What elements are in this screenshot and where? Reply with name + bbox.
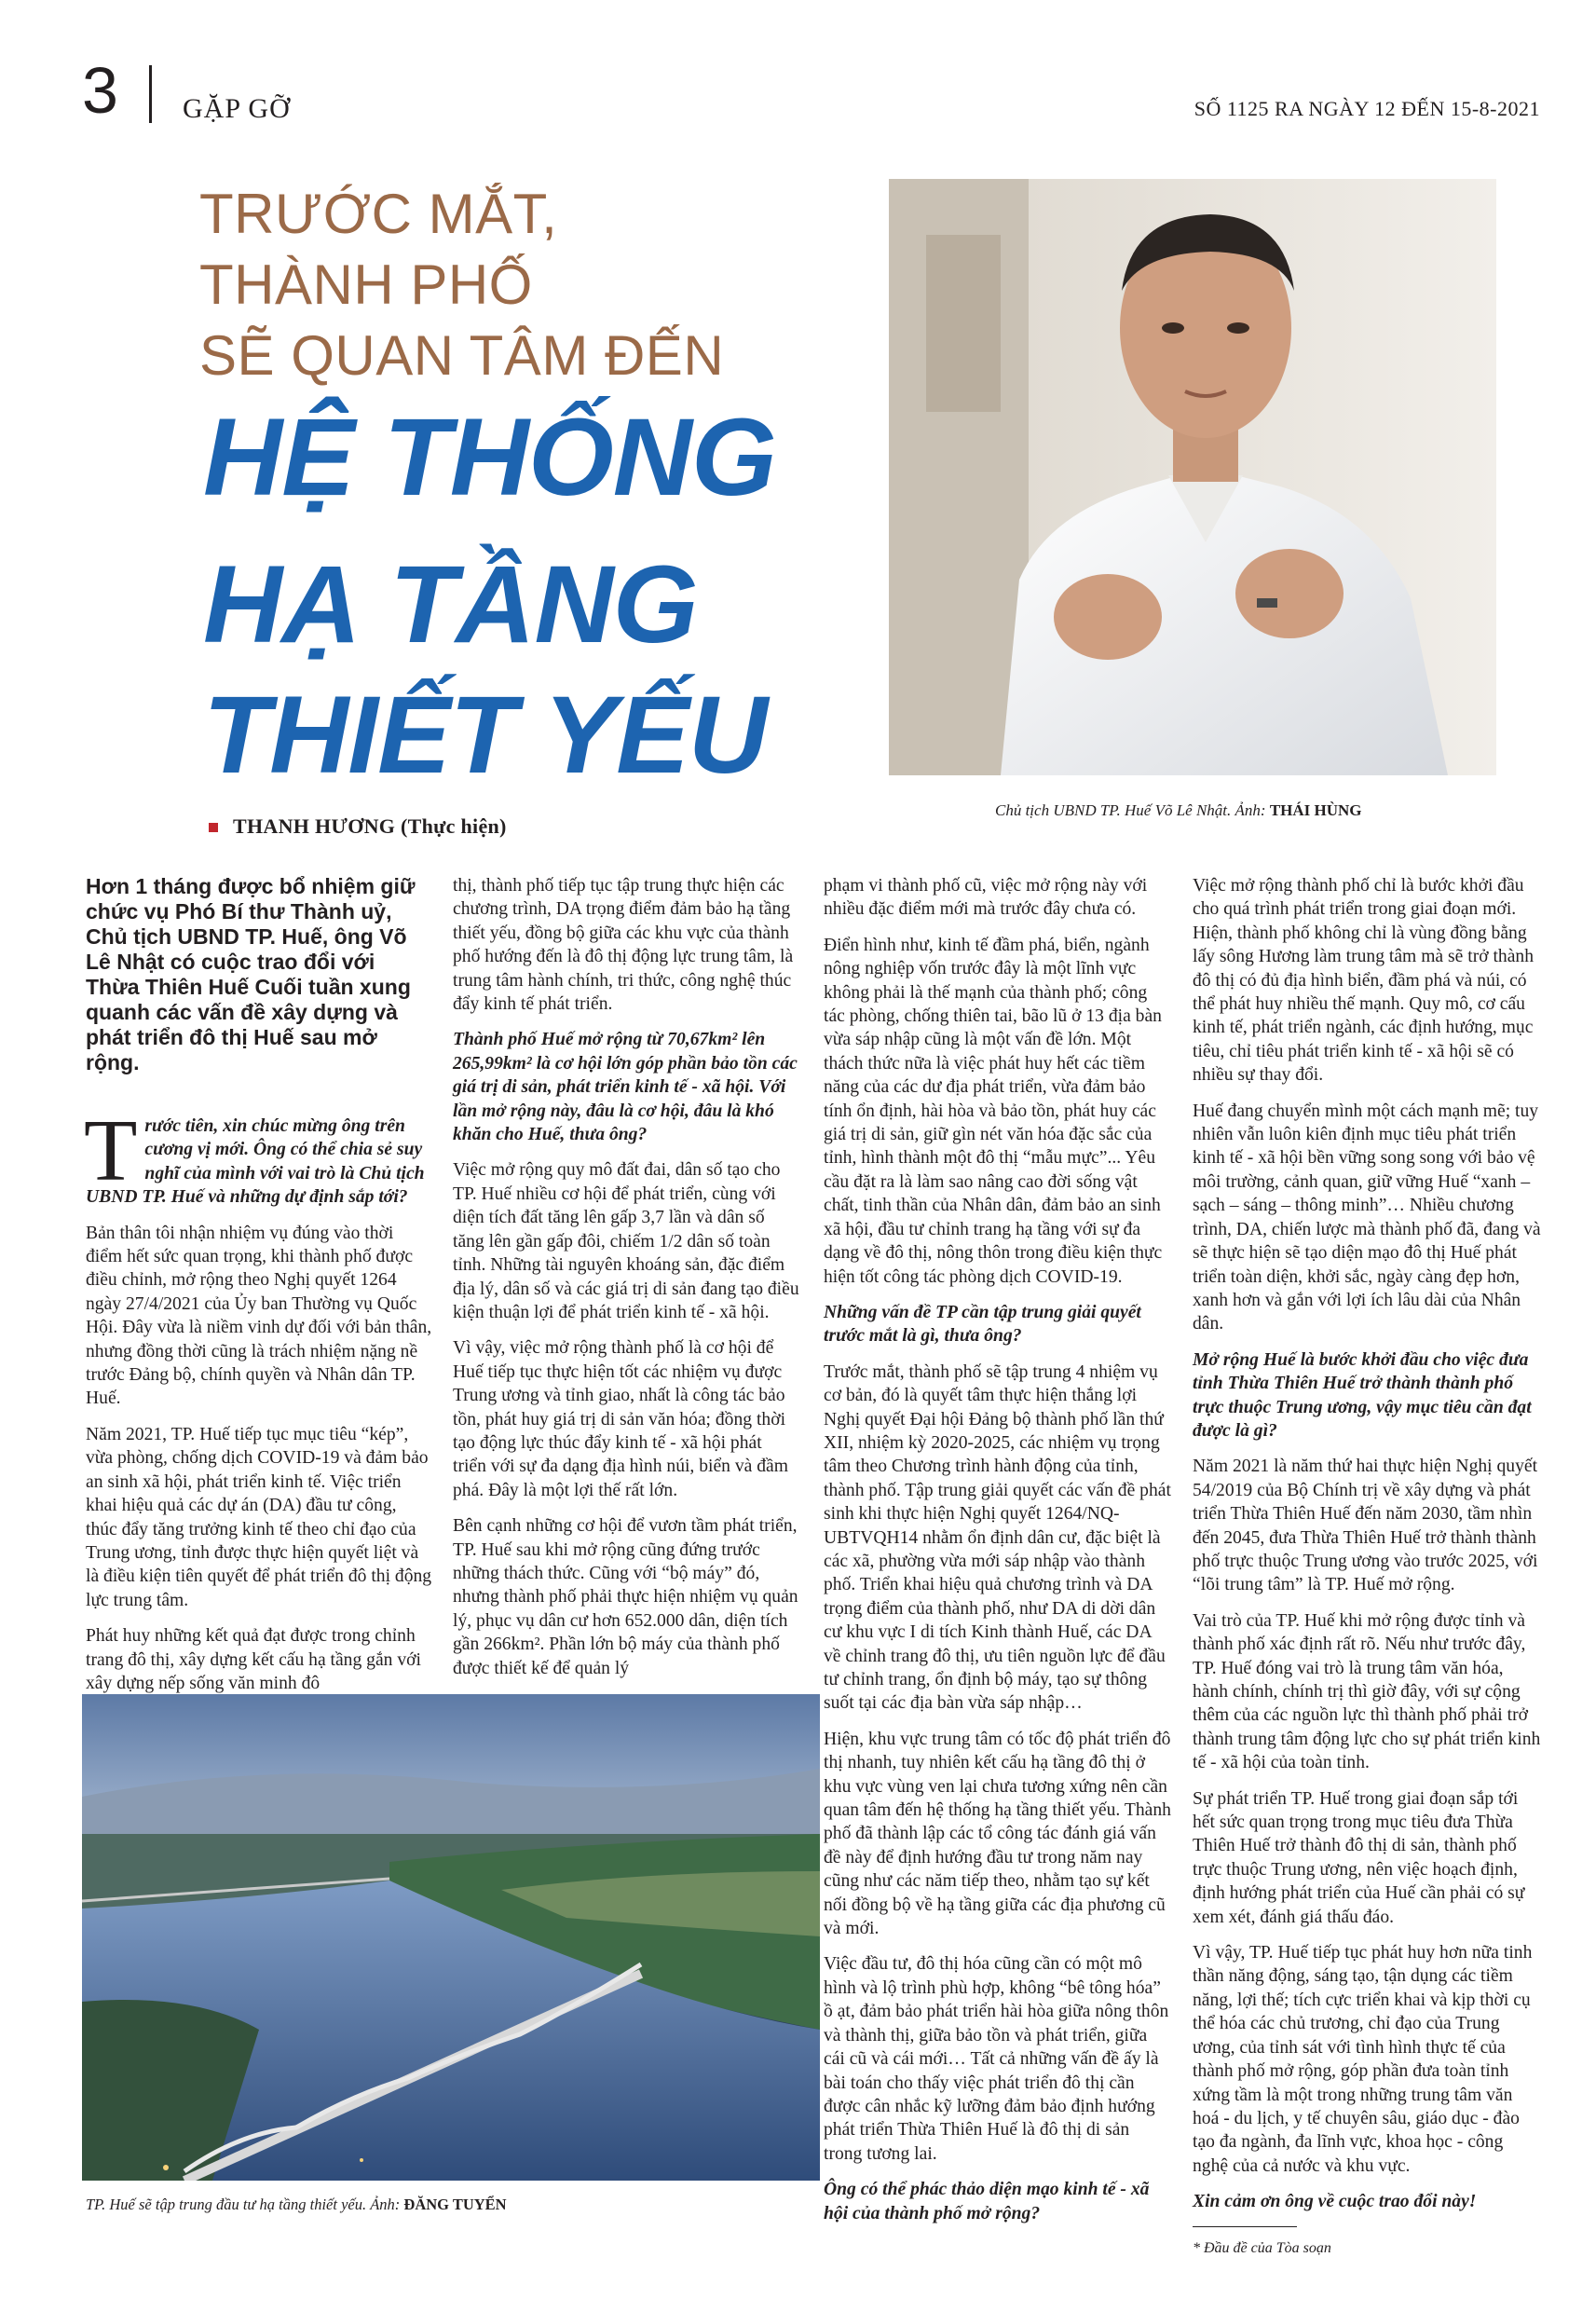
column-1: [86, 874, 432, 1707]
paragraph: Phát huy những kết quả đạt được trong chỉnh trang đô thị, xây dựng kết cấu hạ tầng gắn với xây dựng nếp sống văn minh đô: [86, 1626, 421, 1693]
headline-line-2: THÀNH PHỐ: [199, 253, 533, 316]
paragraph: Sự phát triển TP. Huế trong giai đoạn sắp tới hết sức quan trọng trong mục tiêu đưa Thừa Thiên Huế trở thành đô thị di sản, thành phố trực thuộc Trung ương, nên việc hoạch định, định hướng phát triển của Huế cần phải có sự xem xét, đánh giá thấu đáo.: [1193, 1788, 1525, 1927]
paragraph: Việc mở rộng thành phố chỉ là bước khởi đầu cho quá trình phát triển trong giai đoạn mới. Hiện, thành phố không chỉ là vùng đồng bằng lấy sông Hương làm trung tâm mà sẽ trở thành đô thị có đủ địa hình biển, đầm phá và núi, có thể phát huy nhiều thế mạnh. Quy mô, cơ cấu kinh tế, phát triển ngành, các định hướng, mục tiêu, chỉ tiêu phát triển kinh tế - xã hội sẽ có nhiều sự thay đổi.: [1193, 876, 1535, 1086]
headline-line-6: THIẾT YẾU: [203, 674, 768, 797]
question-1: [84, 1102, 432, 1210]
paragraph: Trước mắt, thành phố sẽ tập trung 4 nhiệm vụ cơ bản, đó là quyết tâm thực hiện thắng lợi Nghị quyết Đại hội Đảng bộ thành phố lần thứ XII, nhiệm kỳ 2020-2025, các nhiệm vụ trọng tâm theo Chương trình hành động của tỉnh, thành phố. Tập trung giải quyết các vấn đề phát sinh khi thực hiện Nghị quyết 1264/NQ-UBTVQH14 nhằm ổn định dân cư, đặc biệt là các xã, phường vừa mới sáp nhập vào thành phố. Triển khai hiệu quả chương trình và DA trọng điểm của thành phố, như DA di dời dân cư khu vực I di tích Kinh thành Huế, các DA về chỉnh trang đô thị, ưu tiên nguồn lực để đầu tư chỉnh trang, ổn định bộ máy, tạo sự thông suốt tại các địa bàn vừa sáp nhập…: [824, 1361, 1171, 1714]
landscape-caption-credit: ĐĂNG TUYỂN: [403, 2196, 507, 2213]
note-divider: [1193, 2226, 1297, 2227]
landscape-illustration: [82, 1694, 820, 2181]
headline-line-3: SẼ QUAN TÂM ĐẾN: [199, 324, 725, 387]
header-divider: [149, 65, 152, 123]
section-name: GẶP GỠ: [183, 93, 291, 124]
portrait-photo: [889, 179, 1496, 775]
headline-line-5: HẠ TẦNG: [203, 543, 698, 666]
byline-marker: [209, 823, 218, 832]
question-2: Thành phố Huế mở rộng từ 70,67km² lên 265,99km² là cơ hội lớn góp phần bảo tồn các giá trị di sản, phát triển kinh tế - xã hội. Với lần mở rộng này, đâu là cơ hội, đâu là khó khăn cho Huế, thưa ông?: [453, 1030, 798, 1145]
question-3: Những vấn đề TP cần tập trung giải quyết trước mắt là gì, thưa ông?: [824, 1302, 1141, 1347]
lead-paragraph: Hơn 1 tháng được bổ nhiệm giữ chức vụ Phó Bí thư Thành uỷ, Chủ tịch UBND TP. Huế, ông Võ Lê Nhật có cuộc trao đổi với Thừa Thiên Huế Cuối tuần xung quanh các vấn đề xây dựng và phát triển đô thị Huế sau mở rộng.: [86, 874, 416, 1074]
portrait-caption: [995, 801, 1362, 820]
portrait-caption-credit: THÁI HÙNG: [1269, 801, 1362, 819]
portrait-caption-text: Chủ tịch UBND TP. Huế Võ Lê Nhật. Ảnh:: [995, 801, 1270, 819]
issue-info: SỐ 1125 RA NGÀY 12 ĐẾN 15-8-2021: [1194, 97, 1540, 120]
paragraph: Năm 2021, TP. Huế tiếp tục mục tiêu “kép”, vừa phòng, chống dịch COVID-19 và đảm bảo an sinh xã hội, phát triển kinh tế. Việc triển khai hiệu quả các dự án (DA) đầu tư công, thúc đẩy tăng trưởng kinh tế theo chỉ đạo của Trung ương, tỉnh được thực hiện quyết liệt và là điều kiện tiên quyết để phát triển đô thị động lực trung tâm.: [86, 1424, 432, 1610]
question-5: Mở rộng Huế là bước khởi đầu cho việc đưa tỉnh Thừa Thiên Huế trở thành thành phố trực thuộc Trung ương, vậy mục tiêu cần đạt được là gì?: [1193, 1349, 1532, 1441]
landscape-caption-text: TP. Huế sẽ tập trung đầu tư hạ tầng thiết yếu. Ảnh:: [86, 2196, 404, 2213]
column-4: [1193, 874, 1542, 2272]
paragraph: phạm vi thành phố cũ, việc mở rộng này với nhiều đặc điểm mới mà trước đây chưa có.: [824, 876, 1148, 920]
paragraph: thị, thành phố tiếp tục tập trung thực hiện các chương trình, DA trọng điểm đảm bảo hạ tầng thiết yếu, đồng bộ giữa các khu vực của thành phố hướng đến là đô thị động lực trung tâm, là trung tâm hành chính, tri thức, công nghệ thúc đẩy kinh tế phát triển.: [453, 876, 794, 1015]
question-4: Ông có thể phác thảo diện mạo kinh tế - xã hội của thành phố mở rộng?: [824, 2180, 1150, 2223]
portrait-illustration: [889, 179, 1496, 775]
paragraph: Việc đầu tư, đô thị hóa cũng cần có một mô hình và lộ trình phù hợp, không “bê tông hóa” ồ ạt, đảm bảo phát triển hài hòa giữa nông thôn và thành thị, giữa bảo tồn và phát triển, giữa cái cũ và cái mới… Tất cả những vấn đề ấy là bài toán cho thấy việc phát triển đô thị cần được cân nhắc kỹ lưỡng đảm bảo định hướng phát triển Thừa Thiên Huế là đô thị di sản trong tương lai.: [824, 1954, 1169, 2164]
landscape-caption: [86, 2196, 507, 2214]
paragraph: Huế đang chuyển mình một cách mạnh mẽ; tuy nhiên vẫn luôn kiên định mục tiêu phát triển kinh tế - xã hội bền vững song song với bảo vệ môi trường, cảnh quan, giữ vững Huế “xanh – sạch – sáng – thông minh”… Nhiều chương trình, DA, chiến lược mà thành phố đã, đang và sẽ thực hiện sẽ tạo diện mạo đô thị Huế phát triển toàn diện, khởi sắc, ngày càng đẹp hơn, xanh hơn và gắn với lợi ích lâu dài của Nhân dân.: [1193, 1101, 1541, 1334]
paragraph: Vì vậy, việc mở rộng thành phố là cơ hội để Huế tiếp tục thực hiện tốt các nhiệm vụ được Trung ương và tỉnh giao, nhất là công tác bảo tồn, phát huy giá trị di sản văn hóa; đồng thời tạo động lực thúc đẩy kinh tế - xã hội phát triển với sự đa dạng địa hình núi, biển và đầm phá. Đây là một lợi thế rất lớn.: [453, 1338, 788, 1500]
headline-line-4: HỆ THỐNG: [203, 396, 776, 519]
paragraph: Việc mở rộng quy mô đất đai, dân số tạo cho TP. Huế nhiều cơ hội để phát triển, cùng với diện tích đất tăng lên gấp 3,7 lần và dân số tăng lên gần gấp đôi, chiếm 1/2 dân số toàn tỉnh. Những tài nguyên khoáng sản, đặc điểm địa lý, dân số và các giá trị di sản đang tạo điều kiện thuận lợi để phát triển kinh tế - xã hội.: [453, 1160, 799, 1322]
headline-line-1: TRƯỚC MẮT,: [199, 183, 558, 245]
column-2: [453, 874, 799, 1692]
column-3: [824, 874, 1172, 2237]
landscape-photo: [82, 1694, 820, 2181]
paragraph: Vai trò của TP. Huế khi mở rộng được tỉnh và thành phố xác định rất rõ. Nếu như trước đây, TP. Huế đóng vai trò là trung tâm văn hóa, hành chính, chính trị thì giờ đây, với sự cộng thêm của các nguồn lực thì thành phố phải trở thành trung tâm động lực cho sự phát triển kinh tế - xã hội của toàn tỉnh.: [1193, 1610, 1541, 1773]
paragraph: Vì vậy, TP. Huế tiếp tục phát huy hơn nữa tinh thần năng động, sáng tạo, tận dụng các tiềm năng, lợi thế; tích cực triển khai và kịp thời cụ thể hóa các chủ trương, chỉ đạo của Trung ương, của tỉnh sát với tình hình thực tế của thành phố mở rộng, góp phần đưa toàn tỉnh xứng tầm là một trong những trung tâm văn hoá - du lịch, y tế chuyên sâu, giáo dục - đào tạo đa ngành, đa lĩnh vực, khoa học - công nghệ của cả nước và khu vực.: [1193, 1943, 1533, 2176]
byline: THANH HƯƠNG (Thực hiện): [233, 814, 507, 838]
drop-cap: T: [84, 1102, 138, 1199]
question-1-text: rước tiên, xin chúc mừng ông trên cương vị mới. Ông có thể chia sẻ suy nghĩ của mình với vai trò là Chủ tịch UBND TP. Huế và những dự định sắp tới?: [86, 1116, 425, 1208]
paragraph: Bên cạnh những cơ hội để vươn tầm phát triển, TP. Huế sau khi mở rộng cũng đứng trước những thách thức. Cũng với “bộ máy” đó, nhưng thành phố phải thực hiện nhiệm vụ quản lý, phục vụ dân cư hơn 652.000 dân, diện tích gần 266km². Phần lớn bộ máy của thành phố được thiết kế để quản lý: [453, 1516, 798, 1678]
editor-note: * Đầu đề của Tòa soạn: [1193, 2239, 1331, 2256]
paragraph: Điển hình như, kinh tế đầm phá, biển, ngành nông nghiệp vốn trước đây là một lĩnh vực không phải là thế mạnh của thành phố; công tác phòng, chống thiên tai, bão lũ ở 13 địa bàn vừa sáp nhập cũng là một vấn đề lớn. Một thách thức nữa là việc phát huy hết các tiềm năng của các dư địa phát triển, vừa đảm bảo tính ổn định, hài hòa và bảo tồn, phát huy các giá trị di sản, giữ gìn nét văn hóa đặc sắc của tỉnh, hình thành một đô thị “mẫu mực”... Yêu cầu đặt ra là làm sao nâng cao đời sống vật chất, tinh thần của Nhân dân, đảm bảo an sinh xã hội, đầu tư chỉnh trang hạ tầng với sự đa dạng về đô thị, nông thôn trong điều kiện thực hiện tốt công tác phòng dịch COVID-19.: [824, 935, 1163, 1287]
paragraph: Bản thân tôi nhận nhiệm vụ đúng vào thời điểm hết sức quan trọng, khi thành phố được điều chỉnh, mở rộng theo Nghị quyết 1264 ngày 27/4/2021 của Ủy ban Thường vụ Quốc Hội. Đây vừa là niềm vinh dự đối với bản thân, nhưng đồng thời cũng là trách nhiệm nặng nề trước Đảng bộ, chính quyền và Nhân dân TP. Huế.: [86, 1223, 432, 1409]
closing-thanks: Xin cảm ơn ông về cuộc trao đổi này!: [1193, 2192, 1477, 2212]
paragraph: Hiện, khu vực trung tâm có tốc độ phát triển đô thị nhanh, tuy nhiên kết cấu hạ tầng đô thị ở khu vực vùng ven lại chưa tương xứng nên cần quan tâm đến hệ thống hạ tầng thiết yếu. Thành phố đã thành lập các tổ công tác đánh giá vấn đề này để định hướng đầu tư trong năm nay cũng như các năm tiếp theo, nhằm tạo sự kết nối đồng bộ về hạ tầng giữa các địa phương cũ và mới.: [824, 1729, 1171, 1939]
paragraph: Năm 2021 là năm thứ hai thực hiện Nghị quyết 54/2019 của Bộ Chính trị về xây dựng và phát triển Thừa Thiên Huế đến năm 2030, tầm nhìn đến 2045, đưa Thừa Thiên Huế trở thành thành phố trực thuộc Trung ương vào trước 2025, với “lõi trung tâm” là TP. Huế mở rộng.: [1193, 1457, 1538, 1595]
page-number: 3: [82, 54, 118, 127]
